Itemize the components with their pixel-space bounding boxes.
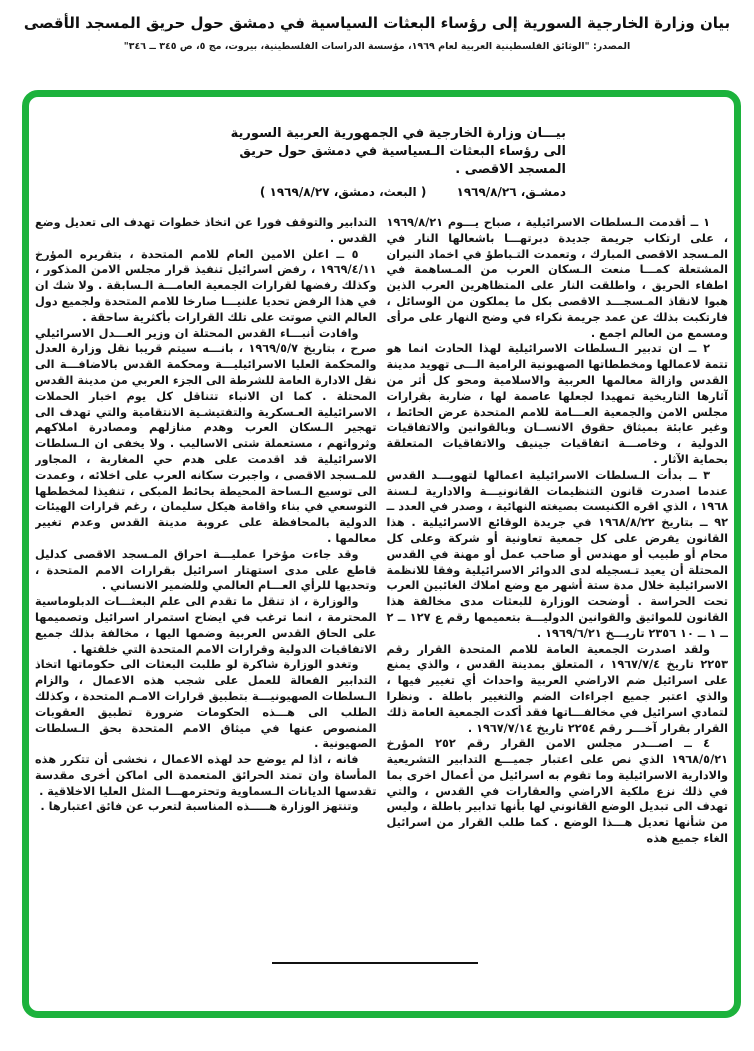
paragraph-1: ١ ــ أقدمت الـسلطات الاسرائيلية ، صباح يـــوم ١٩٦٩/٨/٢١ ، على ارتكاب جريمة جديدة دبرتهـــا باشعالها النار في المـسجد الاقصى المبارك ، وتعمدت التـباطؤ في اخماد النيران المشتعلة كمـــا منعت الـسكان العرب من المـساهمة في اطفاء الحريق ، واطلقت النار على المتظاهرين العرب الذين هبوا لانقاذ المـسجـــد الاقصى بكل ما يملكون من الوسائل ، فارتكبت بذلك عن عمد جريمة نكراء في وضح النهار على مرأى ومسمع من العالم اجمع . — [386, 216, 728, 340]
paragraph-12: فانه ، اذا لم يوضع حد لهذه الاعمال ، نخشى أن تتكرر هذه المأساة وان تمتد الحرائق المتعمدة الى اماكن أخرى مقدسة تقدسها الديانات الـسماوية وتحترمهـــا المثل العليا الاخلاقية . — [35, 753, 377, 798]
paragraph-13: وتنتهز الوزارة هـــــذه المناسبة لتعرب عن فائق اعتبارها . — [40, 800, 359, 814]
statement-title-line: الى رؤساء البعثات الـسياسية في دمشق حول حريق — [239, 144, 566, 159]
paragraph-6-continuation: التدابير والتوقف فورا عن اتخاذ خطوات تهدف الى تعديل وضع القدس . — [35, 216, 377, 245]
paragraph-9: وقد جاءت مؤخرا عمليـــة احراق المـسجد الاقصى كدليل قاطع على مدى استهتار اسرائيل بقرارات الامم المتحدة ، وتحديها للرأي العـــام العالمي وللضمير الانساني . — [35, 547, 377, 593]
paragraph-7: ٥ ــ اعلن الامين العام للامم المتحدة ، بتقريره المؤرخ ١٩٦٩/٤/١١ ، رفض اسرائيل تنفيذ قرار مجلس الامن المذكور ، وكذلك رفضها لقرارات الجمعية العامـــة الـسابقة . ولا شك ان في هذا الرفض تحديا علنيـــا صارخا للامم المتحدة ولجميع دول العالم التي صوتت على تلك القرارات بأكثرية ساحقة . — [35, 247, 377, 324]
dateline — [46, 185, 566, 199]
statement-title-line: بيـــان وزارة الخارجية في الجمهورية العربية السورية — [230, 126, 566, 141]
footnote-divider-line — [272, 962, 478, 964]
paragraph-5: ٤ ــ اصـــدر مجلس الامن القرار رقم ٢٥٢ المؤرخ ١٩٦٨/٥/٢١ الذي نص على اعتبار جميـــع التدابير التشريعية والادارية الاسرائيلية وما تقوم به اسرائيل من أعمال اخرى بما في ذلك نزع ملكية الاراضي والعقارات في القدس ، والتي تهدف الى تبديل الوضع القانوني لها بأنها تدابير باطلة ، وليس من شأنها تعديل هـــذا الوضع . كما طلب القرار من اسرائيل الغاء جميع هذه — [386, 737, 728, 846]
statement-title-line: المسجد الاقصى . — [455, 162, 566, 177]
column-right — [387, 215, 729, 1003]
statement-title — [218, 125, 566, 179]
paragraph-11: وتغدو الوزارة شاكرة لو طلبت البعثات الى حكوماتها اتخاذ التدابير الفعالة للعمل على شجب هذه الاعمال ، والزام الـسلطات الصهيونيـــة بتطبيق قرارات الامـم المتحدة ، وكذلك الطلب الى هـــذه الحكومات ضرورة تطبيق العقوبات المنصوص عنها في ميثاق الامم المتحدة بحق الـسلطات الصهيونية . — [35, 658, 377, 751]
document-headline: بيان وزارة الخارجية السورية إلى رؤساء البعثات السياسية في دمشق حول حريق المسجد الأقصى — [23, 14, 731, 32]
document-border — [22, 90, 741, 1018]
paragraph-2: ٢ ــ ان تدبير الـسلطات الاسرائيلية لهذا الحادث انما هو تتمة لاعمالها ومخططاتها الصهيونية الرامية الـــى تهويد مدينة القدس وازالة معالمها العربية والاسلامية ومحو كل أثر من آثارها التاريخية تمهيدا لجعلها عاصمة لها ، ضاربة بقرارات مجلس الامن والجمعية العـــامة للامم المتحدة عرض الحائط ، وغير عابئة بميثاق حقوق الانســان وبالقوانين والاتفاقيات الدولية ، وخاصـــة اتفاقيات جينيف والاتفاقيات المتعلقة بحماية الآثار . — [386, 342, 728, 466]
page-header — [0, 14, 754, 52]
paragraph-4: ولقد اصدرت الجمعية العامة للامم المتحدة القرار رقم ٢٢٥٣ تاريخ ١٩٦٧/٧/٤ ، المتعلق بمدينة القدس ، والذي يمنع على اسرائيل ضم الاراضي العربية واحداث أي تغيير فيها ، والذي اعتبر جميع اجراءات الضم والتغيير باطلة . ونظرا لتمادي اسرائيل في مخالفـــاتها فقد أكدت الجمعية العامة ذلك القرار بقرار آخـــر رقم ٢٢٥٤ تاريخ ١٩٦٧/٧/١٤ . — [386, 642, 728, 735]
paragraph-8: وافادت أنبـــاء القدس المحتلة ان وزير العـــدل الاسرائيلي صرح ، بتاريخ ١٩٦٩/٥/٧ ، بانـــه سيتم قريبا نقل وزارة العدل والمحكمة العليا الاسرائيليـــة ومحكمة القدس بالاضافـــة الى نقل الادارة العامة للشرطة الى الجزء العربي من مدينة القدس المحتلة . كما ان الانباء تتناقل كل يوم اخبار الحملات الاسرائيلية العـسكرية والتفتيشـية الانتقامية والتي تهدف الى تهجير الـسكان العرب وهدم منازلهم ومصادرة املاكهم وثرواتهم ، مستعملة شتى الاساليب . ولا يخفى ان الـسلطات الاسرائيلية قد اقدمت على هدم حي المغاربة ، المجاور للمـسجد الاقصى ، واجبرت سكانه العرب على اخلائه ، وعمدت الى توسيع الـساحة المحيطة بحائط المبكى ، تنفيذا لمخططها التوسعي في بناء واقامة هيكل سليمان ، رغم قرارات الهيئات الدولية بالمحافظة على عروبة مدينة القدس وعدم تغيير معالمها . — [35, 326, 377, 545]
dateline-publication: ( البعث، دمشق، ١٩٦٩/٨/٢٧ ) — [259, 185, 427, 199]
paragraph-3: ٣ ــ بدأت الـسلطات الاسرائيلية اعمالها لتهويـــد القدس عندما اصدرت قانون التنظيمات القانونيـــة والادارية لـسنة ١٩٦٨ ، الذي اقره الكنيست بصيغته النهائية ، وصدر في العدد ــ ٩٢ ــ بتاريخ ١٩٦٨/٨/٢٢ في جريدة الوقائع الاسرائيلية . هذا القانون يفرض على كل جمعية تعاونية أو شركة وعلى كل محام أو طبيب أو مهندس أو صاحب عمل أو مهنة في القدس المحتلة أن يعيد تـسجيله لدى الدوائر الاسرائيلية وفقا للانظمة الاسرائيلية خلال مدة ستة أشهر مع وضع املاك الغائبين العرب تحت الحراسة . أوضحت الوزارة للبعثات مدى مخالفة هذا القانون للمواثيق والقوانين الدوليـــة بتعميمها رقم ع ١٢٧ ــ ٢ ــ ١ ــ ١٠ ٢٣٥٦ تاريـــخ ١٩٦٩/٦/٢١ . — [386, 468, 728, 640]
document-body — [29, 97, 734, 1011]
paragraph-10: والوزارة ، اذ تنقل ما تقدم الى علم البعثـــات الدبلوماسية المحترمة ، انما ترغب في ايضاح استمرار اسرائيل وتصميمها على الحاق القدس العربية وضمها اليها ، مخالفة بذلك جميع الاتفاقيات الدولية وقرارات الامم المتحدة التي خلقتها . — [35, 595, 377, 656]
column-left — [35, 215, 377, 1003]
dateline-place-date: دمشـق، ١٩٦٩/٨/٢٦ — [456, 185, 566, 199]
two-column-text — [35, 215, 728, 1003]
source-citation: المصدر: "الوثائق الفلسطينية العربية لعام ١٩٦٩، مؤسسة الدراسات الفلسطينية، بيروت، مج ٥، ص ٣٤٥ ــ ٣٤٦" — [123, 41, 631, 52]
